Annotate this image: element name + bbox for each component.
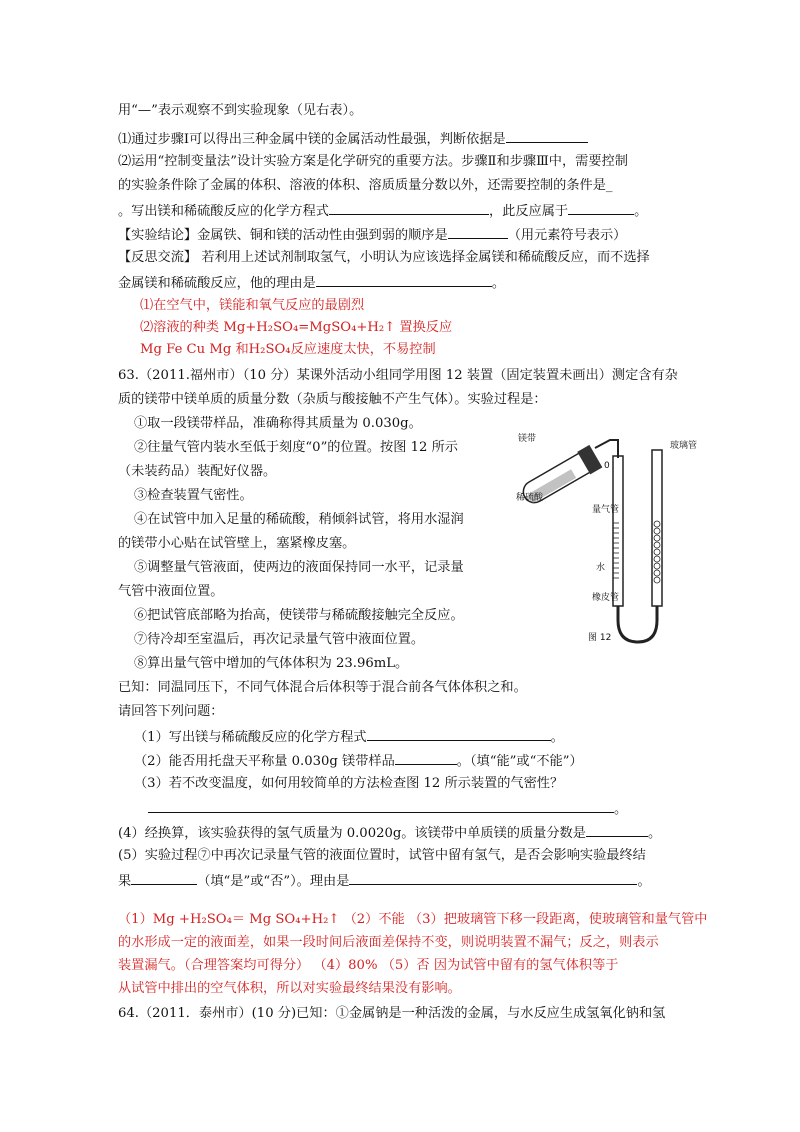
q63-intro-line1: 63.（2011.福州市）（10 分）某课外活动小组同学用图 12 装置（固定装置未画出）测定含有杂	[118, 368, 678, 383]
label-water: 水	[596, 563, 606, 573]
label-mg: 镁带	[518, 434, 537, 444]
part-1-text: （1）写出镁与稀硫酸反应的化学方程式	[134, 730, 367, 745]
reaction-type-blank[interactable]	[568, 202, 634, 215]
question-2-mid: ，此反应属于	[489, 204, 569, 219]
label-burette: 量气管	[592, 505, 620, 515]
part-5: (5）实验过程⑦中再次记录量气管的液面位置时，试管中留有氢气，是否会影响实验最终结	[118, 848, 646, 863]
part-3-blank[interactable]	[148, 800, 614, 813]
answer-line: 从试管中排出的空气体积，所以对实验最终结果没有影响。	[118, 981, 461, 996]
question-2-line3	[118, 202, 647, 220]
step-8: ⑧算出量气管中增加的气体体积为 23.96mL。	[134, 656, 409, 671]
text-line: 用“—”表示观察不到实验现象（见右表）。	[118, 103, 363, 118]
equation-blank[interactable]	[329, 202, 489, 215]
q64-line: 64.（2011．泰州市）(10 分)已知：①金属钠是一种活泼的金属，与水反应生成氢氧化钠和氢	[118, 1006, 666, 1021]
part-3-answer	[148, 800, 627, 818]
reflection-line1: 【反思交流】 若利用上述试剂制取氢气，小明认为应该选择金属镁和稀硫酸反应，而不选择	[118, 250, 650, 265]
gas-burette	[613, 456, 623, 606]
question-2-pre: 。写出镁和稀硫酸反应的化学方程式	[118, 204, 329, 219]
part-3: （3）若不改变温度，如何用较简单的方法检查图 12 所示装置的气密性？	[134, 776, 564, 791]
part-4	[118, 824, 661, 842]
step-1: ①取一段镁带样品，准确称得其质量为 0.030g。	[134, 416, 422, 431]
question-2-end: 。	[634, 204, 648, 219]
answer-line: 的水形成一定的液面差，如果一段时间后液面差保持不变，则说明装置不漏气；反之，则表示	[118, 935, 659, 950]
step-5: ⑤调整量气管液面，使两边的液面保持同一水平，记录量	[134, 560, 464, 575]
answer-line: Mg Fe Cu Mg 和H₂SO₄反应速度太快，不易控制	[140, 342, 436, 357]
part-5-cont	[118, 872, 651, 890]
answer-line: ⑵溶液的种类 Mg+H₂SO₄=MgSO₄+H₂↑ 置换反应	[140, 320, 453, 335]
part-5-pre: 果	[118, 874, 132, 889]
step-5-cont: 气管中液面位置。	[118, 584, 224, 599]
part-4-end: 。	[647, 826, 662, 841]
figure-caption: 图 12	[588, 633, 612, 643]
step-2-cont: （未装药品）装配好仪器。	[118, 464, 277, 479]
burette-scale	[613, 523, 619, 578]
part-4-blank[interactable]	[586, 824, 648, 837]
label-glass: 玻璃管	[670, 441, 698, 451]
step-2: ②往量气管内装水至低于刻度“0”的位置。按图 12 所示	[134, 440, 458, 455]
part-2	[134, 752, 583, 770]
answer-line: ⑴在空气中，镁能和氧气反应的最剧烈	[140, 298, 365, 313]
step-3: ③检查装置气密性。	[134, 488, 253, 503]
part-1	[134, 728, 564, 746]
question-2-line2: 的实验条件除了金属的体积、溶液的体积、溶质质量分数以外，还需要控制的条件是_	[118, 178, 613, 193]
ask-text: 请回答下列问题：	[118, 704, 224, 719]
step-4-cont: 的镁带小心贴在试管壁上，塞紧橡皮塞。	[118, 536, 356, 551]
conclusion	[118, 226, 626, 244]
question-2-line1: ⑵运用“控制变量法”设计实验方案是化学研究的重要方法。步骤Ⅱ和步骤Ⅲ中，需要控制	[118, 154, 628, 169]
step-7: ⑦待冷却至室温后，再次记录量气管中液面位置。	[134, 632, 425, 647]
glass-tube-beads	[654, 521, 660, 583]
part-2-blank[interactable]	[395, 752, 457, 765]
answer-line: （1）Mg +H₂SO₄＝ Mg SO₄+H₂↑ （2）不能 （3）把玻璃管下移一段距离，使玻璃管和量气管中	[118, 912, 708, 927]
known-text: 已知：同温同压下，不同气体混合后体积等于混合前各气体体积之和。	[118, 680, 527, 695]
label-acid: 稀硫酸	[516, 493, 544, 503]
answer-line: 装置漏气。（合理答案均可得分） （4）80% （5）否 因为试管中留有的氢气体积等于	[118, 958, 619, 973]
reflection-end: 。	[491, 276, 505, 291]
rubber-tube	[618, 606, 657, 642]
question-1-text: ⑴通过步骤Ⅰ可以得出三种金属中镁的金属活动性最强，判断依据是	[118, 132, 506, 147]
conclusion-end: （用元素符号表示）	[507, 228, 627, 243]
part-4-text: (4）经换算，该实验获得的氢气质量为 0.0020g。该镁带中单质镁的质量分数是	[118, 826, 586, 841]
conclusion-pre: 【实验结论】金属铁、铜和镁的活动性由强到弱的顺序是	[118, 228, 448, 243]
label-rubber: 橡皮管	[592, 593, 620, 603]
reflection-pre: 金属镁和稀硫酸反应，他的理由是	[118, 276, 316, 291]
part-5-mid: （填“是”或“否”）。理由是	[197, 874, 350, 889]
step-4: ④在试管中加入足量的稀硫酸，稍倾斜试管，将用水湿润	[134, 512, 464, 527]
conclusion-blank[interactable]	[448, 226, 508, 239]
part-5-blank[interactable]	[131, 872, 197, 885]
label-zero: 0	[604, 461, 610, 471]
reason-blank[interactable]	[316, 274, 492, 287]
part-2-text: （2）能否用托盘天平称量 0.030g 镁带样品	[134, 754, 395, 769]
part-5-end: 。	[637, 874, 651, 889]
answer-blank[interactable]	[506, 130, 588, 143]
part-1-blank[interactable]	[367, 728, 551, 741]
reflection-line2	[118, 274, 505, 292]
part-3-end: 。	[614, 802, 628, 817]
question-1	[118, 130, 588, 148]
part-1-end: 。	[550, 730, 564, 745]
apparatus-figure	[500, 428, 700, 658]
part-2-end: 。（填“能”或“不能”）	[456, 754, 583, 769]
step-6: ⑥把试管底部略为抬高，使镁带与稀硫酸接触完全反应。	[134, 608, 464, 623]
q63-intro-line2: 质的镁带中镁单质的质量分数（杂质与酸接触不产生气体）。实验过程是：	[118, 392, 547, 407]
reason-blank[interactable]	[349, 872, 637, 885]
